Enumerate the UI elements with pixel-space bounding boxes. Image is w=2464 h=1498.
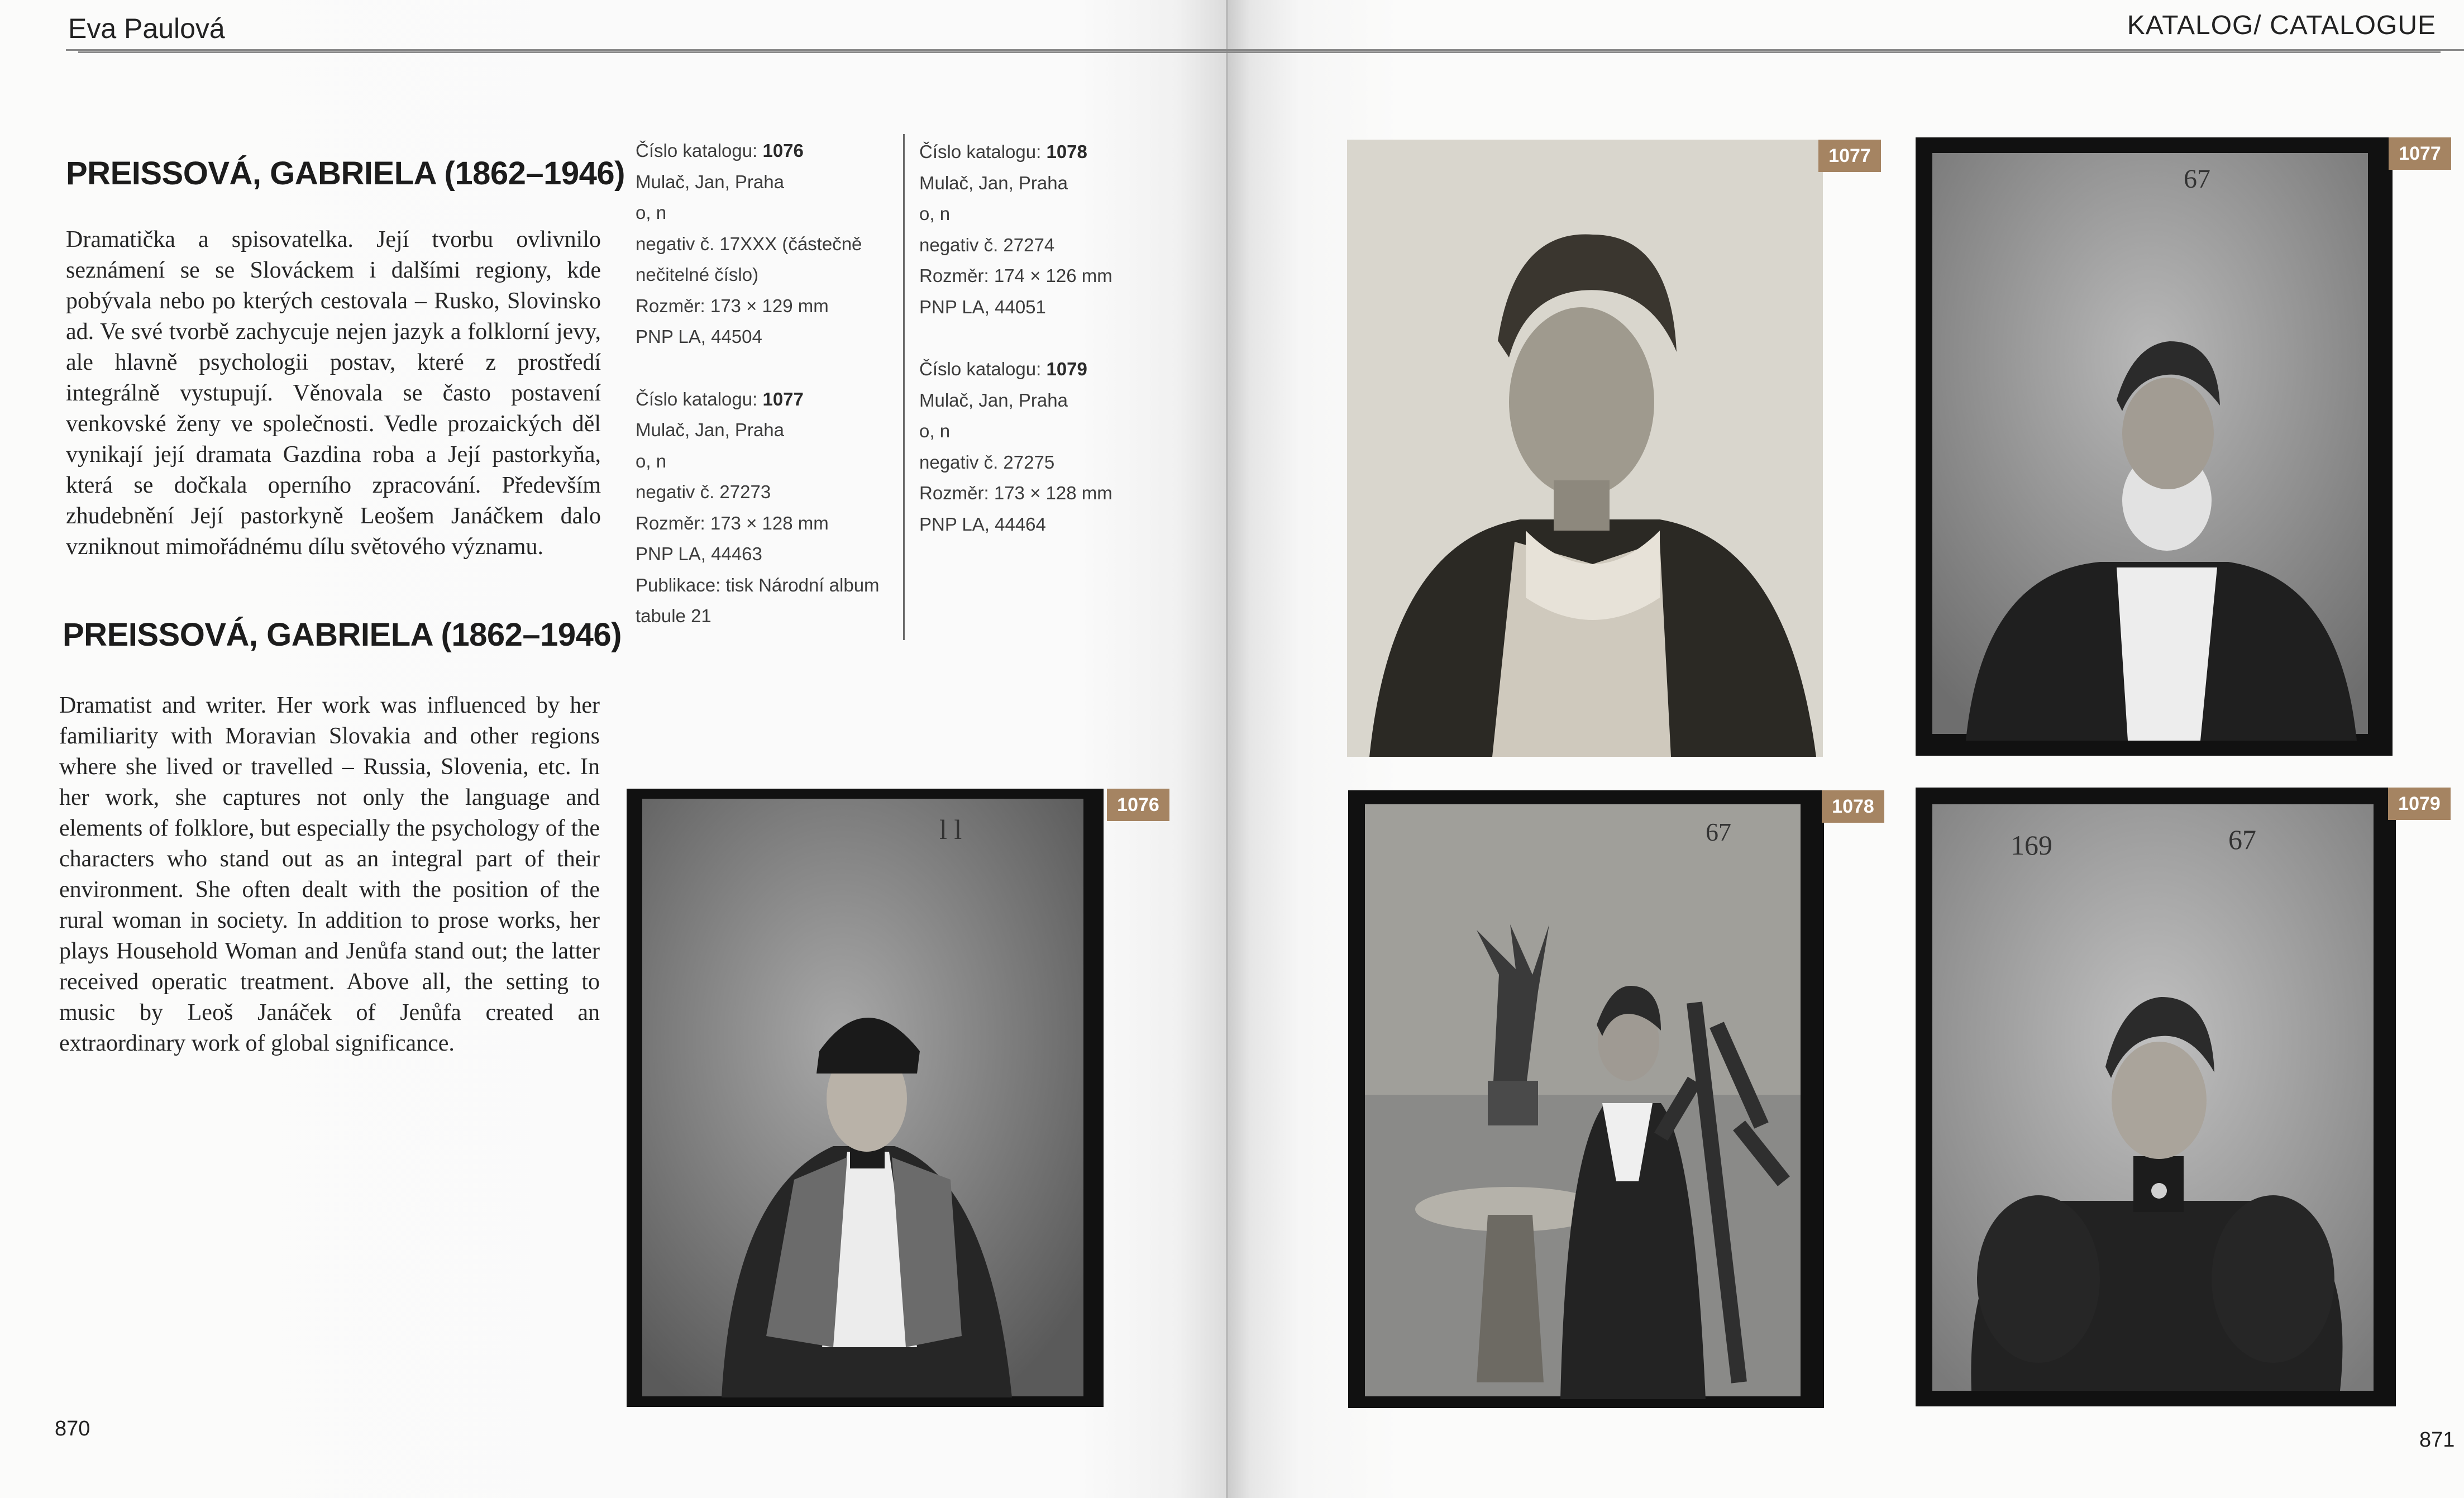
catalog-number: 1076 (762, 140, 804, 161)
catalog-photographer: Mulač, Jan, Praha (919, 172, 1068, 193)
photo-1077 (1347, 140, 1823, 757)
book-gutter (1226, 0, 1228, 1498)
catalog-size: Rozměr: 173 × 129 mm (636, 295, 829, 316)
catalog-type: o, n (919, 203, 951, 224)
catalog-column-1 (636, 135, 880, 632)
catalog-number: 1079 (1046, 359, 1087, 379)
catalog-number-line-1079 (919, 354, 1112, 385)
entry-heading-cz: PREISSOVÁ, GABRIELA (1862–1946) (66, 155, 625, 192)
catalog-label: Číslo katalogu: (919, 359, 1042, 379)
svg-text:67: 67 (1706, 818, 1731, 846)
catalog-publication: Publikace: tisk Národní album (636, 574, 880, 595)
catalog-size: Rozměr: 173 × 128 mm (636, 512, 829, 533)
catalog-archive: PNP LA, 44464 (919, 513, 1046, 535)
catalog-photographer: Mulač, Jan, Praha (636, 419, 784, 440)
catalog-number-line-1076 (636, 135, 880, 166)
catalog-negative: negativ č. 27275 (919, 451, 1055, 473)
portrait-image (1347, 140, 1823, 757)
catalog-publication-cont: tabule 21 (636, 605, 711, 626)
catalog-number-line-1078 (919, 136, 1112, 168)
catalog-type: o, n (636, 202, 667, 223)
entry-text-cz: Dramatička a spisovatelka. Její tvorbu ovlivnilo seznámení se se Slováckem i dalšími regiony, kde pobývala nebo po kterých cestovala – Rusko, Slovinsko ad. Ve své tvorbě zachycuje nejen jazyk a folklorní jevy, ale hlavně psychologii postav, které z prostředí integrálně vystupují. Věnovala se často postavení venkovské ženy ve společnosti. Vedle prozaických děl vynikají její dramata Gazdina roba a Její pastorkyňa, která se dočkala operního zpracování. Především zhudebnění Její pastorkyně Leošem Janáčkem dalo vzniknout mimořádnému dílu světového významu. (66, 227, 601, 560)
catalog-divider (903, 134, 905, 640)
catalog-negative: negativ č. 17XXX (částečně (636, 233, 862, 254)
svg-text:l l: l l (939, 814, 962, 845)
running-head-author: Eva Paulová (68, 13, 225, 44)
catalog-badge-1078: 1078 (1822, 790, 1884, 823)
portrait-image (1348, 790, 1824, 1408)
svg-text:169: 169 (2011, 829, 2052, 861)
svg-text:67: 67 (2228, 824, 2256, 855)
catalog-archive: PNP LA, 44051 (919, 296, 1046, 317)
header-rule-right (78, 51, 2441, 53)
svg-text:67: 67 (2184, 164, 2210, 194)
catalog-label: Číslo katalogu: (636, 140, 758, 161)
catalog-label: Číslo katalogu: (636, 388, 758, 409)
photo-1078 (1348, 790, 1824, 1408)
catalog-badge-1077: 1077 (1818, 140, 1881, 172)
photo-1076 (627, 789, 1104, 1407)
catalog-type: o, n (636, 450, 667, 471)
catalog-number: 1078 (1046, 141, 1087, 162)
catalog-photographer: Mulač, Jan, Praha (919, 389, 1068, 411)
catalog-number-line-1077 (636, 384, 880, 415)
catalog-archive: PNP LA, 44463 (636, 543, 762, 564)
portrait-image (627, 789, 1104, 1407)
running-head-section: KATALOG/ CATALOGUE (2127, 11, 2436, 40)
catalog-type: o, n (919, 421, 951, 441)
catalog-label: Číslo katalogu: (919, 141, 1042, 162)
portrait-image (1916, 137, 2393, 756)
entry-heading-en: PREISSOVÁ, GABRIELA (1862–1946) (63, 617, 622, 653)
catalog-number: 1077 (762, 388, 804, 409)
catalog-badge-1079: 1079 (2388, 788, 2451, 820)
catalog-size: Rozměr: 174 × 126 mm (919, 265, 1112, 286)
catalog-badge-1076: 1076 (1107, 789, 1169, 821)
catalog-badge-1077-second: 1077 (2389, 137, 2451, 170)
photo-1079 (1916, 788, 2396, 1406)
page-number-left: 870 (55, 1417, 90, 1440)
entry-text-en: Dramatist and writer. Her work was influenced by her familiarity with Moravian Slovakia and other regions where she lived or travelled – Russia, Slovenia, etc. In her work, she captures not only the language and elements of folklore, but especially the psychology of the characters who stand out as an integral part of their environment. She often dealt with the position of the rural woman in society. In addition to prose works, her plays Household Woman and Jenůfa stand out; the latter received operatic treatment. Above all, the setting to music by Leoš Janáček of Jenůfa created an extraordinary work of global significance. (59, 693, 600, 1056)
catalog-photographer: Mulač, Jan, Praha (636, 171, 784, 192)
header-rule-left (66, 49, 2464, 51)
catalog-size: Rozměr: 173 × 128 mm (919, 483, 1112, 503)
catalog-negative: negativ č. 27273 (636, 481, 771, 502)
catalog-column-2 (919, 136, 1112, 540)
catalog-negative-cont: nečitelné číslo) (636, 264, 759, 285)
catalog-negative: negativ č. 27274 (919, 234, 1055, 255)
catalog-archive: PNP LA, 44504 (636, 326, 762, 347)
page-number-right: 871 (2419, 1428, 2455, 1452)
portrait-image (1916, 788, 2396, 1406)
photo-1077-negative (1916, 137, 2393, 756)
